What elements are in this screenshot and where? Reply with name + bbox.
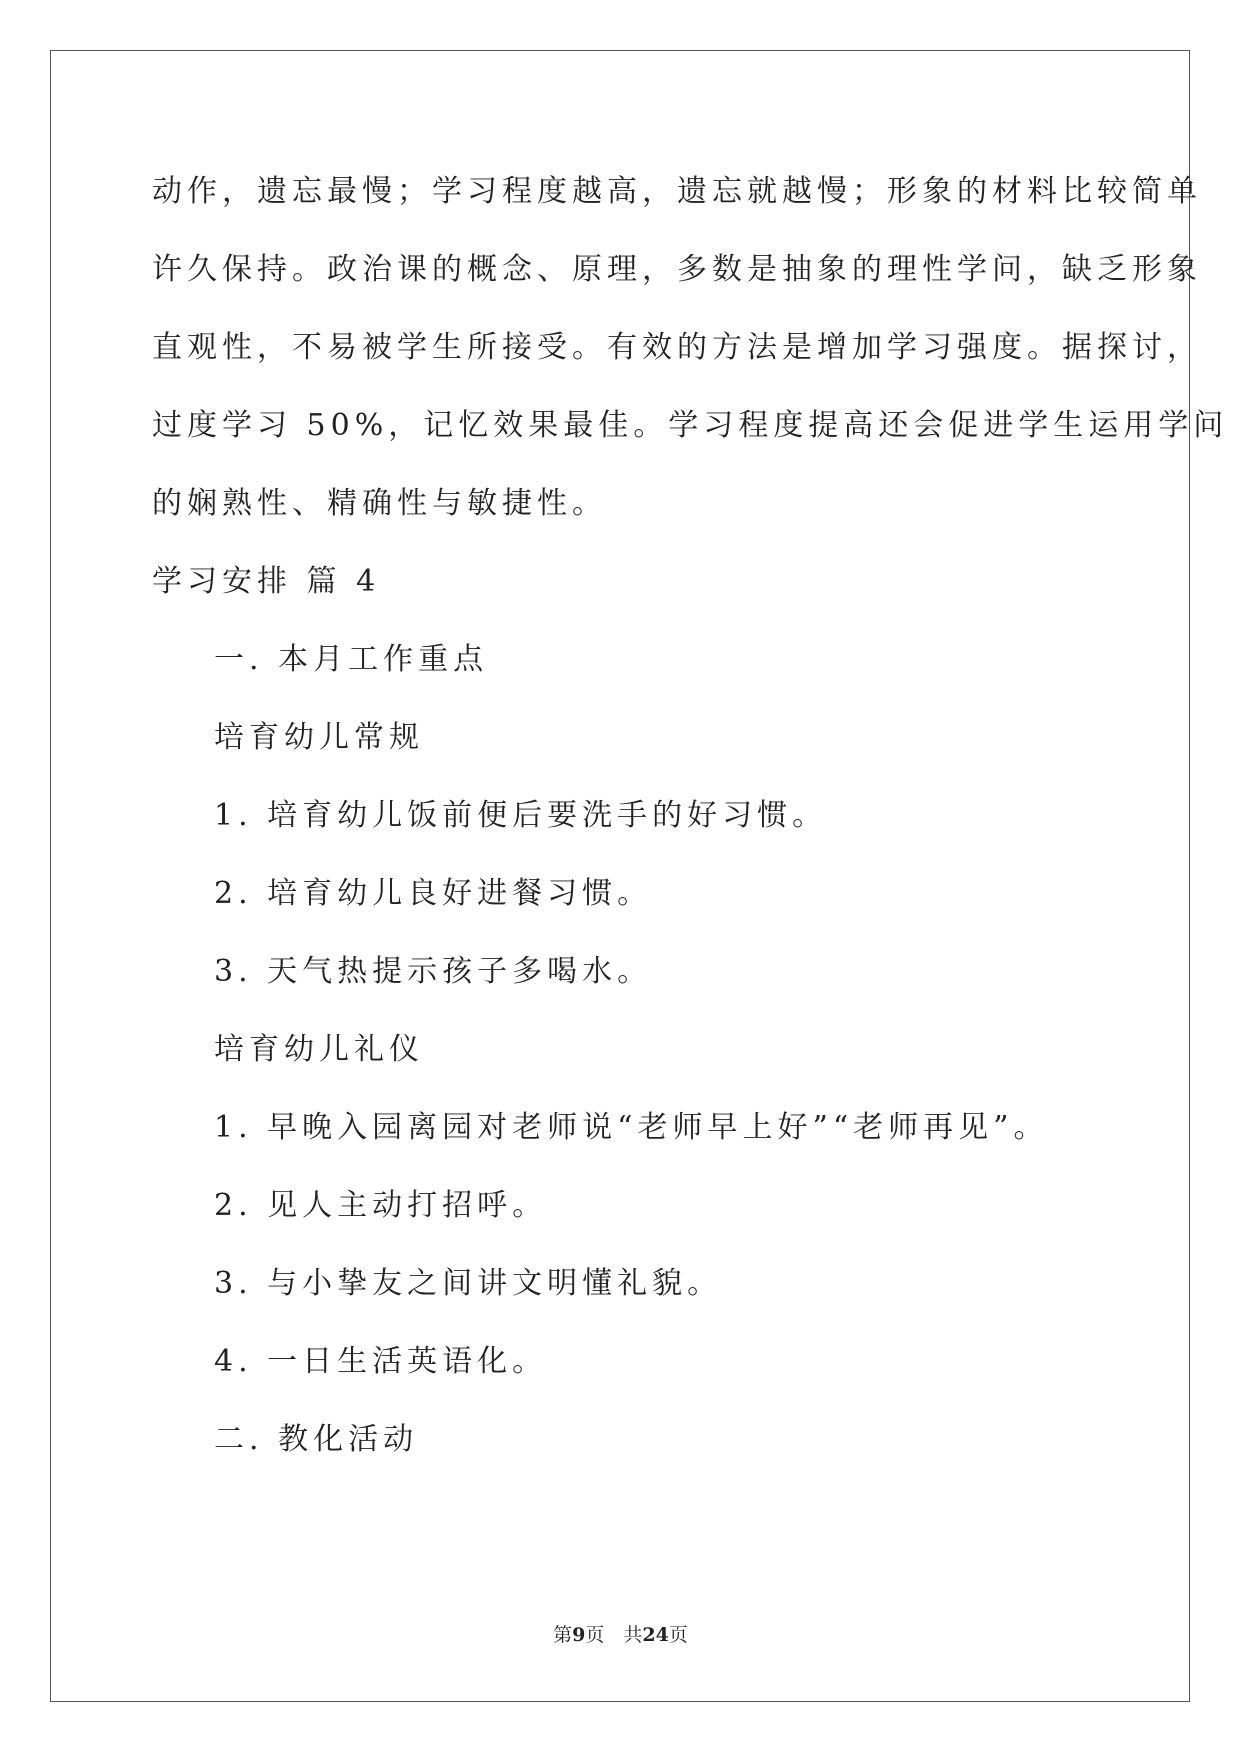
- outline-item: 1. 培育幼儿饭前便后要洗手的好习惯。: [214, 798, 828, 833]
- outline-item: 3. 与小挚友之间讲文明懂礼貌。: [214, 1266, 723, 1301]
- footer-page-mid: 页 共: [585, 1624, 643, 1646]
- paragraph-line-2: 许久保持。政治课的概念、原理，多数是抽象的理性学问，缺乏形象: [152, 252, 1202, 287]
- outline-subheading-etiquette: 培育幼儿礼仪: [214, 1032, 424, 1067]
- footer-page-prefix: 第: [553, 1624, 573, 1646]
- outline-item: 2. 见人主动打招呼。: [214, 1188, 548, 1223]
- footer-total-pages: 24: [642, 1624, 669, 1646]
- outline-heading-2: 二. 教化活动: [214, 1422, 419, 1457]
- outline-item: 1. 早晚入园离园对老师说“老师早上好”“老师再见”。: [214, 1110, 1049, 1145]
- paragraph-line-4: 过度学习 50%，记忆效果最佳。学习程度提高还会促进学生运用学问: [152, 408, 1229, 443]
- footer-page-suffix: 页: [668, 1624, 688, 1646]
- paragraph-line-1: 动作，遗忘最慢；学习程度越高，遗忘就越慢；形象的材料比较简单: [152, 174, 1202, 209]
- page-footer: [0, 1620, 1241, 1647]
- section-title: 学习安排 篇 4: [152, 564, 381, 599]
- paragraph-line-3: 直观性，不易被学生所接受。有效的方法是增加学习强度。据探讨，: [152, 330, 1202, 365]
- outline-heading-1: 一. 本月工作重点: [214, 642, 489, 677]
- outline-item: 2. 培育幼儿良好进餐习惯。: [214, 876, 653, 911]
- outline-item: 4. 一日生活英语化。: [214, 1344, 548, 1379]
- footer-page-number: 9: [572, 1624, 586, 1646]
- outline-subheading-routine: 培育幼儿常规: [214, 720, 424, 755]
- paragraph-line-5: 的娴熟性、精确性与敏捷性。: [152, 486, 607, 521]
- outline-item: 3. 天气热提示孩子多喝水。: [214, 954, 653, 989]
